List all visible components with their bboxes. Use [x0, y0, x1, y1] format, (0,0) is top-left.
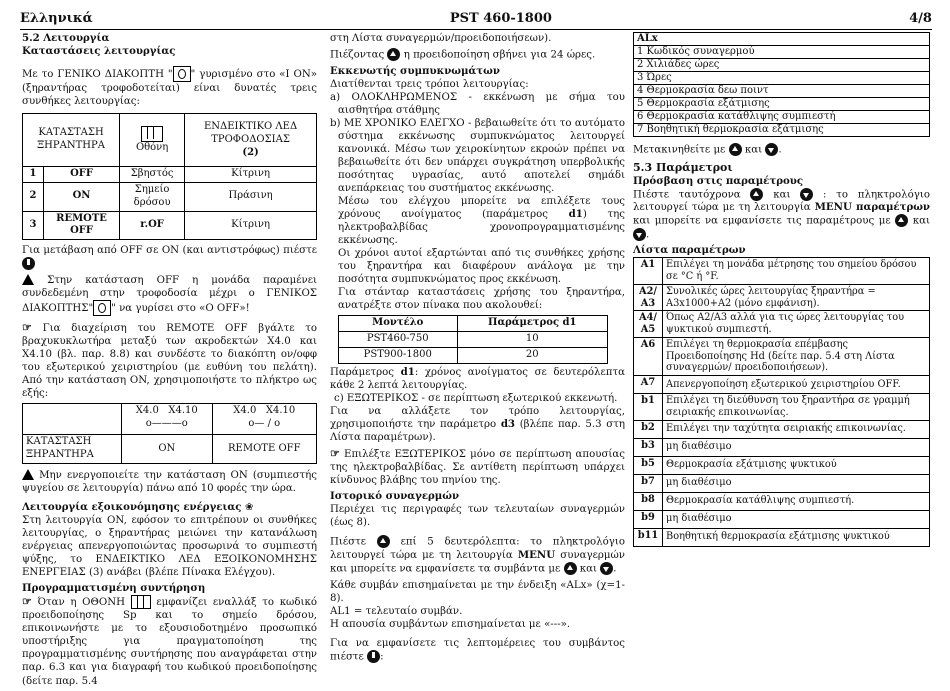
param-description: Συνολικές ώρες λειτουργίας ξηραντήρα = A3x1000+A2 (μόνο εμφάνιση). — [663, 284, 930, 311]
param-description: μη διαθέσιμο — [663, 510, 930, 528]
display-icon — [141, 126, 163, 142]
table-row — [634, 528, 930, 546]
param-description: Βοηθητική θερμοκρασία εξάτμισης ψυκτικού — [663, 528, 930, 546]
param-code: b5 — [634, 456, 663, 474]
paragraph: Μετακινηθείτε με και . — [633, 144, 782, 156]
param-code: b8 — [634, 492, 663, 510]
paragraph: Με το ΓΕΝΙΚΟ ΔΙΑΚΟΠΤΗ " " γυρισμένο στο «I ON» (ξηραντήρας τροφοδοτείται) είναι δυνατές τρεις συνθήκες λειτουργίας: — [22, 66, 317, 108]
heading-param-list: Λίστα παραμέτρων — [633, 244, 746, 257]
paragraph: Κάθε συμβάν επισημαίνεται με την ένδειξη «ALx» (χ=1-8). — [330, 579, 625, 604]
param-description: Θερμοκρασία κατάθλιψης συμπιεστή. — [663, 492, 930, 510]
pointing-hand-icon: ☞ — [330, 447, 340, 461]
param-code: A1 — [634, 258, 663, 285]
list-item: 4 Θερμοκρασία δεω ποιντ — [634, 84, 929, 97]
warning-icon — [22, 469, 34, 480]
paragraph: ☞ Όταν η ΟΘΟΝΗ εμφανίζει εναλλάξ το κωδικό προειδοποίησης Sp και το σημείο δρόσου, επικοινωνήστε με το εξουσιοδοτημένο προσωπικό υποστήριξης για πραγματοποίηση της προγραμματισμένης συντήρησης που αναγράφεται στην παρ. 6.3 και για διαγραφή του κωδικού προειδοποίησης (δείτε παρ. 5.4 — [22, 595, 317, 687]
list-item: 2 Χιλιάδες ώρες — [634, 58, 929, 71]
up-key-icon — [729, 143, 742, 156]
main-switch-icon — [93, 300, 111, 316]
param-description: Επιλέγει τη μονάδα μέτρησης του σημείου δρόσου σε °C ή °F. — [663, 258, 930, 285]
header-language: Ελληνικά — [20, 11, 93, 27]
paragraph: Πιέζοντας η προειδοποίηση σβήνει για 24 ώρες. — [330, 49, 596, 61]
header-model: PST 460-1800 — [449, 11, 552, 27]
column-right — [633, 32, 930, 547]
list-item: 5 Θερμοκρασία εξάτμισης — [634, 97, 929, 110]
heading-maintenance: Προγραμματισμένη συντήρηση — [22, 582, 206, 595]
heading-access: Πρόσβαση στις παραμέτρους — [633, 174, 804, 187]
paragraph: Οι χρόνοι αυτοί εξαρτώνται από τις συνθήκες χρήσης του ξηραντήρα και διαφέρουν ανάλογα με την ποσότητα συμπυκνώματος προς εκκένωση. — [338, 248, 625, 286]
heading-drain: Εκκενωτής συμπυκνωμάτων — [330, 64, 500, 77]
main-switch-icon — [173, 66, 191, 82]
paragraph: Μέσω του ελέγχου μπορείτε να επιλέξετε τους χρόνους ανοίγματος (παράμετρος d1) της ηλεκτροβαλβίδας χρονοπρογραμματισμένης εκκένωσης. — [338, 196, 625, 247]
paragraph: Περιέχει τις περιγραφές των τελευταίων συναγερμών (έως 8). — [330, 504, 625, 529]
param-description: Όπως A2/A3 αλλά για τις ώρες λειτουργίας του ψυκτικού συμπιεστή. — [663, 311, 930, 338]
onoff-key-icon — [22, 257, 35, 270]
paragraph: b) ΜΕ ΧΡΟΝΙΚΟ ΕΛΕΓΧΟ - βεβαιωθείτε ότι το αυτόματο σύστημα εκκένωσης συμπυκνώματος λειτουργεί κανονικά. Μέσω των χειροκίνητων εκροών πρέπει να βεβαιωθείτε ότι δεν υπάρχει συγκράτηση υπερβολικής ποσότητας υγρασίας, αυτό αποτελεί σημάδι ανεπάρκειας του συστήματος εκκένωσης. — [330, 117, 625, 195]
up-key-icon — [387, 48, 400, 61]
paragraph: c) ΕΞΩΤΕΡΙΚΟΣ - σε περίπτωση εξωτερικού εκκενωτή. — [334, 392, 618, 404]
table-row: 2 ON Σημείο δρόσου Πράσινη — [23, 182, 317, 211]
paragraph: Η απουσία συμβάντων επισημαίνεται με «---». — [330, 618, 571, 630]
remote-off-table: X4.0 X4.10 o———o X4.0 X4.10 o— / o ΚΑΤΑΣΤΑΣΗ ΞΗΡΑΝΤΗΡΑ ON REMOTE OFF — [22, 403, 317, 464]
param-code: b9 — [634, 510, 663, 528]
note-paragraph: ☞ Για διαχείριση του REMOTE OFF βγάλτε το βραχυκυκλωτήρα μεταξύ των ακροδεκτών X4.0 και X4.10 (βλ. παρ. 8.8) και συνδέστε το διακόπτη ον/οφφ του εξωτερικού χειριστηρίου (με ευθύνη του πελάτη). Από την κατάσταση ON, χρησιμοποιήστε το πλήκτρο ως εξής: — [22, 320, 317, 400]
down-key-icon — [800, 188, 813, 201]
paragraph: a) ΟΛΟΚΛΗΡΩΜΕΝΟΣ - εκκένωση με σήμα του αισθητήρα στάθμης — [330, 91, 625, 116]
table-row: PST900-1800 20 — [339, 348, 608, 364]
warning-paragraph: Μην ενεργοποιείτε την κατάσταση ON (συμπιεστής ψυγείου σε λειτουργία) πάνω από 10 φορές την ώρα. — [22, 469, 317, 494]
param-description: μη διαθέσιμο — [663, 474, 930, 492]
table-header: ΚΑΤΑΣΤΑΣΗ ΞΗΡΑΝΤΗΡΑ — [23, 114, 120, 167]
table-row — [634, 420, 930, 438]
table-row: 1 OFF Σβηστός Κίτρινη — [23, 167, 317, 183]
column-middle — [330, 32, 625, 666]
pointing-hand-icon: ☞ — [22, 320, 32, 334]
table-row — [634, 311, 930, 338]
table-row — [634, 258, 930, 285]
table-row — [634, 337, 930, 375]
param-description: μη διαθέσιμο — [663, 438, 930, 456]
paragraph: στη Λίστα συναγερμών/προειδοποιήσεων). — [330, 33, 552, 44]
param-code: A4/ A5 — [634, 311, 663, 338]
table-row — [634, 492, 930, 510]
warning-icon — [22, 274, 34, 285]
param-code: A7 — [634, 376, 663, 394]
model-table: Μοντέλο Παράμετρος d1 PST460-750 10 PST900-1800 20 — [338, 315, 608, 363]
param-code: b2 — [634, 420, 663, 438]
up-key-icon — [750, 188, 763, 201]
param-description: Επιλέγει την ταχύτητα σειριακής επικοινωνίας. — [663, 420, 930, 438]
leaf-icon: ❀ — [245, 501, 254, 513]
param-description: Επιλέγει τη διεύθυνση του ξηραντήρα σε γραμμή σειριακής επικοινωνίας. — [663, 394, 930, 421]
param-code: b7 — [634, 474, 663, 492]
parameter-table — [633, 257, 930, 546]
table-row: 3 REMOTE OFF r.OF Κίτρινη — [23, 211, 317, 240]
down-key-icon — [633, 228, 646, 241]
paragraph: Παράμετρος d1: χρόνος ανοίγματος σε δευτερόλεπτα κάθε 2 λεπτά λειτουργίας. — [330, 365, 625, 391]
pointing-hand-icon: ☞ — [22, 595, 32, 609]
paragraph: Πιέστε ταυτόχρονα και : το πληκτρολόγιο λειτουργεί τώρα με τη λειτουργία MENU παραμέτρων και μπορείτε να εμφανίσετε τις παραμέτρους με και . — [633, 189, 930, 241]
paragraph: Για να εμφανίσετε τις λεπτομέρειες του συμβάντος πιέστε : — [330, 637, 625, 663]
param-description: Θερμοκρασία εξάτμισης ψυκτικού — [663, 456, 930, 474]
warning-paragraph: Στην κατάσταση OFF η μονάδα παραμένει συνδεδεμένη στην τροφοδοσία μέχρι ο ΓΕΝΙΚΟΣ ΔΙΑΚΟΠΤΗΣ" " να γυρίσει στο «Ο OFF»! — [22, 274, 317, 314]
param-description: Απενεργοποίηση εξωτερικού χειριστηρίου OFF. — [663, 376, 930, 394]
section-title: 5.2 Λειτουργία — [22, 32, 110, 44]
open-contact-icon: o— / o — [248, 417, 281, 429]
status-table: ΚΑΤΑΣΤΑΣΗ ΞΗΡΑΝΤΗΡΑ Οθόνη ΕΝΔΕΙΚΤΙΚΟ ΛΕΔ ΤΡΟΦΟΔΟΣΙΑΣ (2) 1 OFF Σβηστός Κίτρινη 2 ON Σημείο δρόσου Πράσινη 3 REMOTE OFF r.OF Κίτρινη — [22, 113, 317, 240]
table-row — [634, 438, 930, 456]
param-code: b11 — [634, 528, 663, 546]
column-left — [22, 32, 317, 691]
paragraph: Για στάνταρ καταστάσεις χρήσης του ξηραντήρα, ανατρέξτε στον πίνακα που ακολουθεί: — [338, 287, 625, 312]
param-code: b1 — [634, 394, 663, 421]
subsection-title: Καταστάσεις λειτουργίας — [22, 45, 176, 58]
heading-alarm-history: Ιστορικό συναγερμών — [330, 490, 460, 503]
list-item: 1 Κωδικός συναγερμού — [634, 45, 929, 58]
list-item: 6 Θερμοκρασία κατάθλιψης συμπιεστή — [634, 110, 929, 123]
table-row — [634, 456, 930, 474]
up-key-icon — [895, 214, 908, 227]
up-key-icon — [377, 535, 390, 548]
param-code: b3 — [634, 438, 663, 456]
heading-energy-saving: Λειτουργία εξοικονόμησης ενέργειας ❀ — [22, 500, 254, 513]
table-row — [634, 510, 930, 528]
section-title: 5.3 Παράμετροι — [633, 160, 733, 174]
paragraph: Στη λειτουργία ON, εφόσον το επιτρέπουν οι συνθήκες λειτουργίας, ο ξηραντήρας μειώνει την κατανάλωση ενέργειας απενεργοποιώντας προσωρινά το συμπιεστή ψύξης, το ΕΝΔΕΙΚΤΙΚΟ ΛΕΔ ΕΞΟΙΚΟΝΟΜΗΣΗΣ ΕΝΕΡΓΕΙΑΣ (3) ανάβει (βλέπε Πίνακα Ελέγχου). — [22, 514, 317, 579]
note-paragraph: ☞ Επιλέξτε ΕΞΩΤΕΡΙΚΟΣ μόνο σε περίπτωση απουσίας της ηλεκτροβαλβίδας. Σε αντίθετη περίπτωση υπάρχει κίνδυνος βλάβης του πηνίου της. — [330, 447, 625, 487]
header-page-number: 4/8 — [909, 11, 932, 27]
up-key-icon — [564, 562, 577, 575]
table-row: PST460-750 10 — [339, 332, 608, 348]
closed-contact-icon: o———o — [145, 417, 188, 429]
display-icon — [131, 595, 151, 609]
paragraph: Για μετάβαση από OFF σε ON (και αντιστρόφως) πιέστε — [22, 244, 317, 271]
page-header — [20, 8, 932, 30]
paragraph: Πιέστε επί 5 δευτερόλεπτα: το πληκτρολόγιο λειτουργεί τώρα με τη λειτουργία MENU συναγερμών και μπορείτε να εμφανίσετε τα συμβάντα με και . — [330, 536, 625, 575]
list-item: ALx — [637, 33, 658, 44]
alx-list — [633, 32, 930, 137]
paragraph: Διατίθενται τρεις τρόποι λειτουργίας: — [330, 78, 529, 90]
list-item: 7 Βοηθητική θερμοκρασία εξάτμισης — [634, 123, 929, 136]
param-code: A6 — [634, 337, 663, 375]
table-row — [634, 376, 930, 394]
down-key-icon — [600, 562, 613, 575]
down-key-icon — [765, 143, 778, 156]
param-code: A2/ A3 — [634, 284, 663, 311]
paragraph: AL1 = τελευταίο συμβάν. — [330, 605, 463, 617]
list-item: 3 Ώρες — [634, 71, 929, 84]
table-row — [634, 284, 930, 311]
table-row — [634, 394, 930, 421]
onoff-key-icon — [367, 650, 380, 663]
table-row — [634, 474, 930, 492]
paragraph: Για να αλλάξετε τον τρόπο λειτουργίας, χρησιμοποιήστε την παράμετρο d3 (βλέπε παρ. 5.3 στη Λίστα παραμέτρων). — [330, 406, 625, 444]
param-description: Επιλέγει τη θερμοκρασία επέμβασης Προειδοποίησης Hd (δείτε παρ. 5.4 στη Λίστα συναγερμών/ προειδοποιήσεων). — [663, 337, 930, 375]
